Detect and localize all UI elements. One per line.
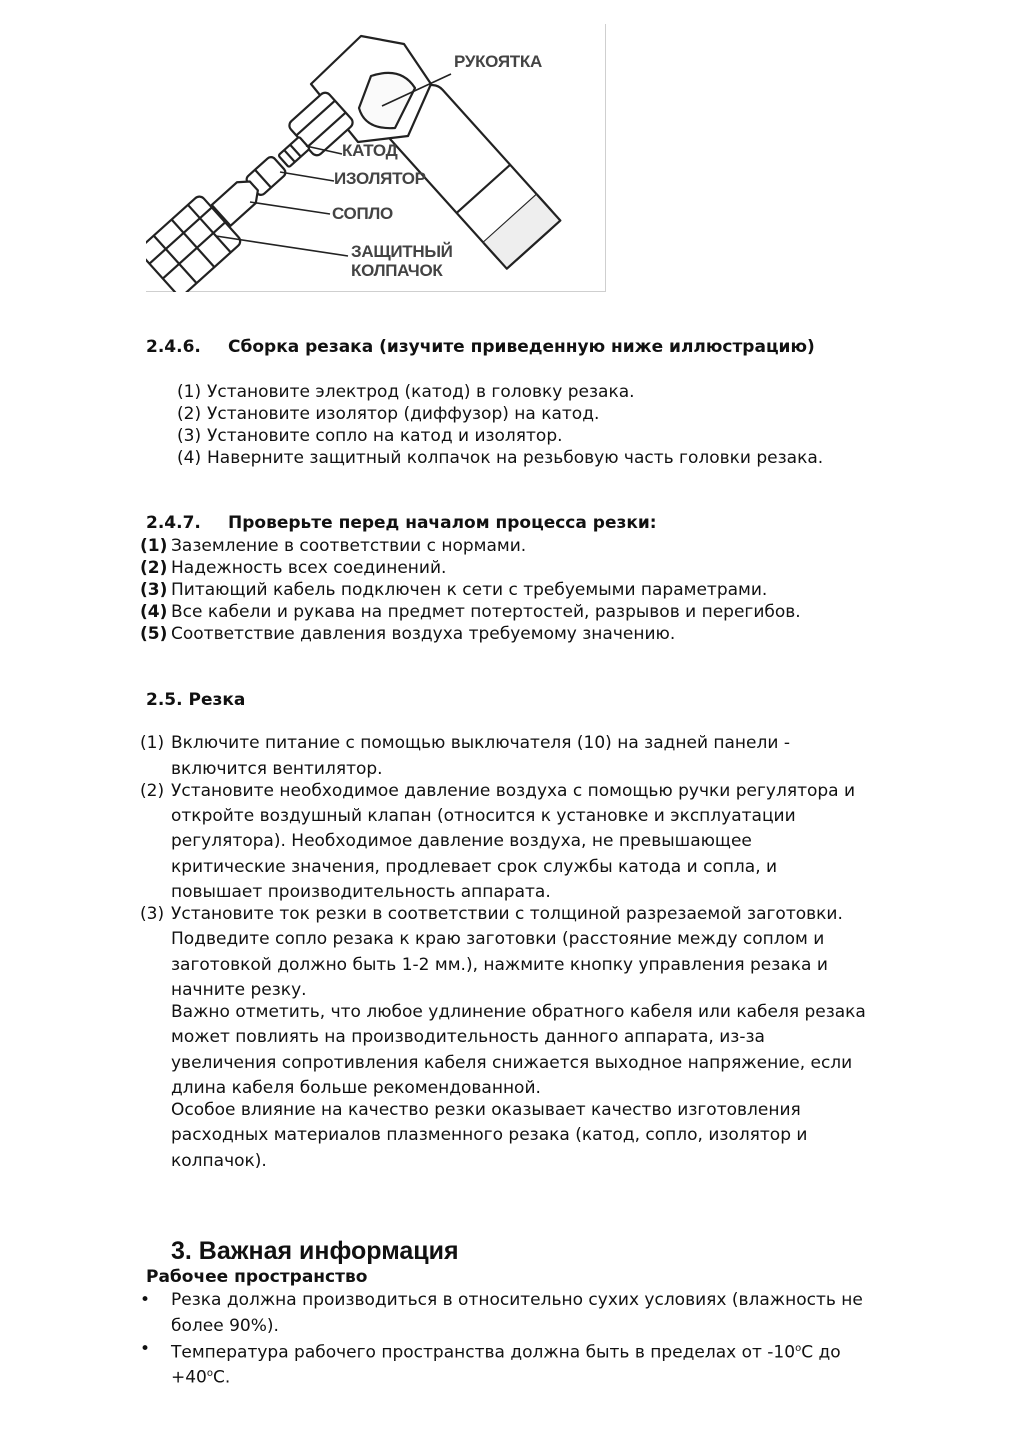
step-line: Установите ток резки в соответствии с толщиной разрезаемой заготовки. xyxy=(171,904,843,924)
check-item-text: Питающий кабель подключен к сети с требуемыми параметрами. xyxy=(171,580,768,600)
label-cap-line2: КОЛПАЧОК xyxy=(351,261,443,280)
check-item-text: Соответствие давления воздуха требуемому значению. xyxy=(171,624,676,644)
section-246-title: Сборка резака (изучите приведенную ниже иллюстрацию) xyxy=(228,337,815,357)
step-line: длина кабеля больше рекомендованной. xyxy=(171,1078,541,1098)
bullet-line: Температура рабочего пространства должна быть в пределах от -10$^o$С до xyxy=(171,1342,841,1363)
step-line: Включите питание с помощью выключателя (10) на задней панели - xyxy=(171,733,790,753)
label-cathode: КАТОД xyxy=(342,141,398,160)
section-25-title: 2.5. Резка xyxy=(146,690,246,710)
check-item-text: Надежность всех соединений. xyxy=(171,558,447,578)
check-item-num: (4) xyxy=(140,602,168,622)
label-cap-line1: ЗАЩИТНЫЙ xyxy=(351,242,453,261)
check-item-num: (2) xyxy=(140,558,168,578)
step-line: может повлиять на производительность данного аппарата, из-за xyxy=(171,1027,765,1047)
step-num: (3) xyxy=(140,904,165,924)
list-item-num: (3) xyxy=(177,426,202,446)
step-line: критические значения, продлевает срок службы катода и сопла, и xyxy=(171,857,778,877)
check-item-text: Все кабели и рукава на предмет потертостей, разрывов и перегибов. xyxy=(171,602,801,622)
torch-assembly-figure xyxy=(146,24,606,292)
step-num: (1) xyxy=(140,733,165,753)
step-line: откройте воздушный клапан (относится к установке и эксплуатации xyxy=(171,806,796,826)
step-line: заготовкой должно быть 1-2 мм.), нажмите кнопку управления резака и xyxy=(171,955,828,975)
list-item-text: Установите сопло на катод и изолятор. xyxy=(207,426,563,446)
check-item-num: (3) xyxy=(140,580,168,600)
section-3-subtitle: Рабочее пространство xyxy=(146,1267,368,1287)
bullet-dot: • xyxy=(140,1290,151,1310)
step-line: Особое влияние на качество резки оказывает качество изготовления xyxy=(171,1100,801,1120)
check-item-num: (5) xyxy=(140,624,168,644)
list-item-text: Наверните защитный колпачок на резьбовую часть головки резака. xyxy=(207,448,824,468)
step-num: (2) xyxy=(140,781,165,801)
section-3-title: 3. Важная информация xyxy=(171,1237,459,1265)
step-line: Подведите сопло резака к краю заготовки (расстояние между соплом и xyxy=(171,929,825,949)
label-handle: РУКОЯТКА xyxy=(454,52,542,71)
label-nozzle: СОПЛО xyxy=(332,204,393,223)
step-line: расходных материалов плазменного резака (катод, сопло, изолятор и xyxy=(171,1125,808,1145)
list-item-num: (2) xyxy=(177,404,202,424)
check-item-text: Заземление в соответствии с нормами. xyxy=(171,536,527,556)
list-item-text: Установите изолятор (диффузор) на катод. xyxy=(207,404,600,424)
bullet-line: более 90%). xyxy=(171,1316,279,1336)
section-247-title: Проверьте перед началом процесса резки: xyxy=(228,513,657,533)
step-line: Важно отметить, что любое удлинение обратного кабеля или кабеля резака xyxy=(171,1002,866,1022)
bullet-line: $+40^oС$. xyxy=(171,1367,231,1388)
list-item-num: (1) xyxy=(177,382,202,402)
step-line: начните резку. xyxy=(171,980,307,1000)
section-247-number: 2.4.7. xyxy=(146,513,201,533)
step-line: увеличения сопротивления кабеля снижается выходное напряжение, если xyxy=(171,1053,853,1073)
step-line: повышает производительность аппарата. xyxy=(171,882,551,902)
step-line: регулятора). Необходимое давление воздуха, не превышающее xyxy=(171,831,752,851)
section-246-number: 2.4.6. xyxy=(146,337,201,357)
check-item-num: (1) xyxy=(140,536,168,556)
step-line: включится вентилятор. xyxy=(171,759,383,779)
step-line: колпачок). xyxy=(171,1151,267,1171)
bullet-line: Резка должна производиться в относительно сухих условиях (влажность не xyxy=(171,1290,863,1310)
list-item-num: (4) xyxy=(177,448,202,468)
bullet-dot: • xyxy=(140,1339,151,1359)
label-insulator: ИЗОЛЯТОР xyxy=(334,169,426,188)
step-line: Установите необходимое давление воздуха с помощью ручки регулятора и xyxy=(171,781,856,801)
list-item-text: Установите электрод (катод) в головку резака. xyxy=(207,382,635,402)
